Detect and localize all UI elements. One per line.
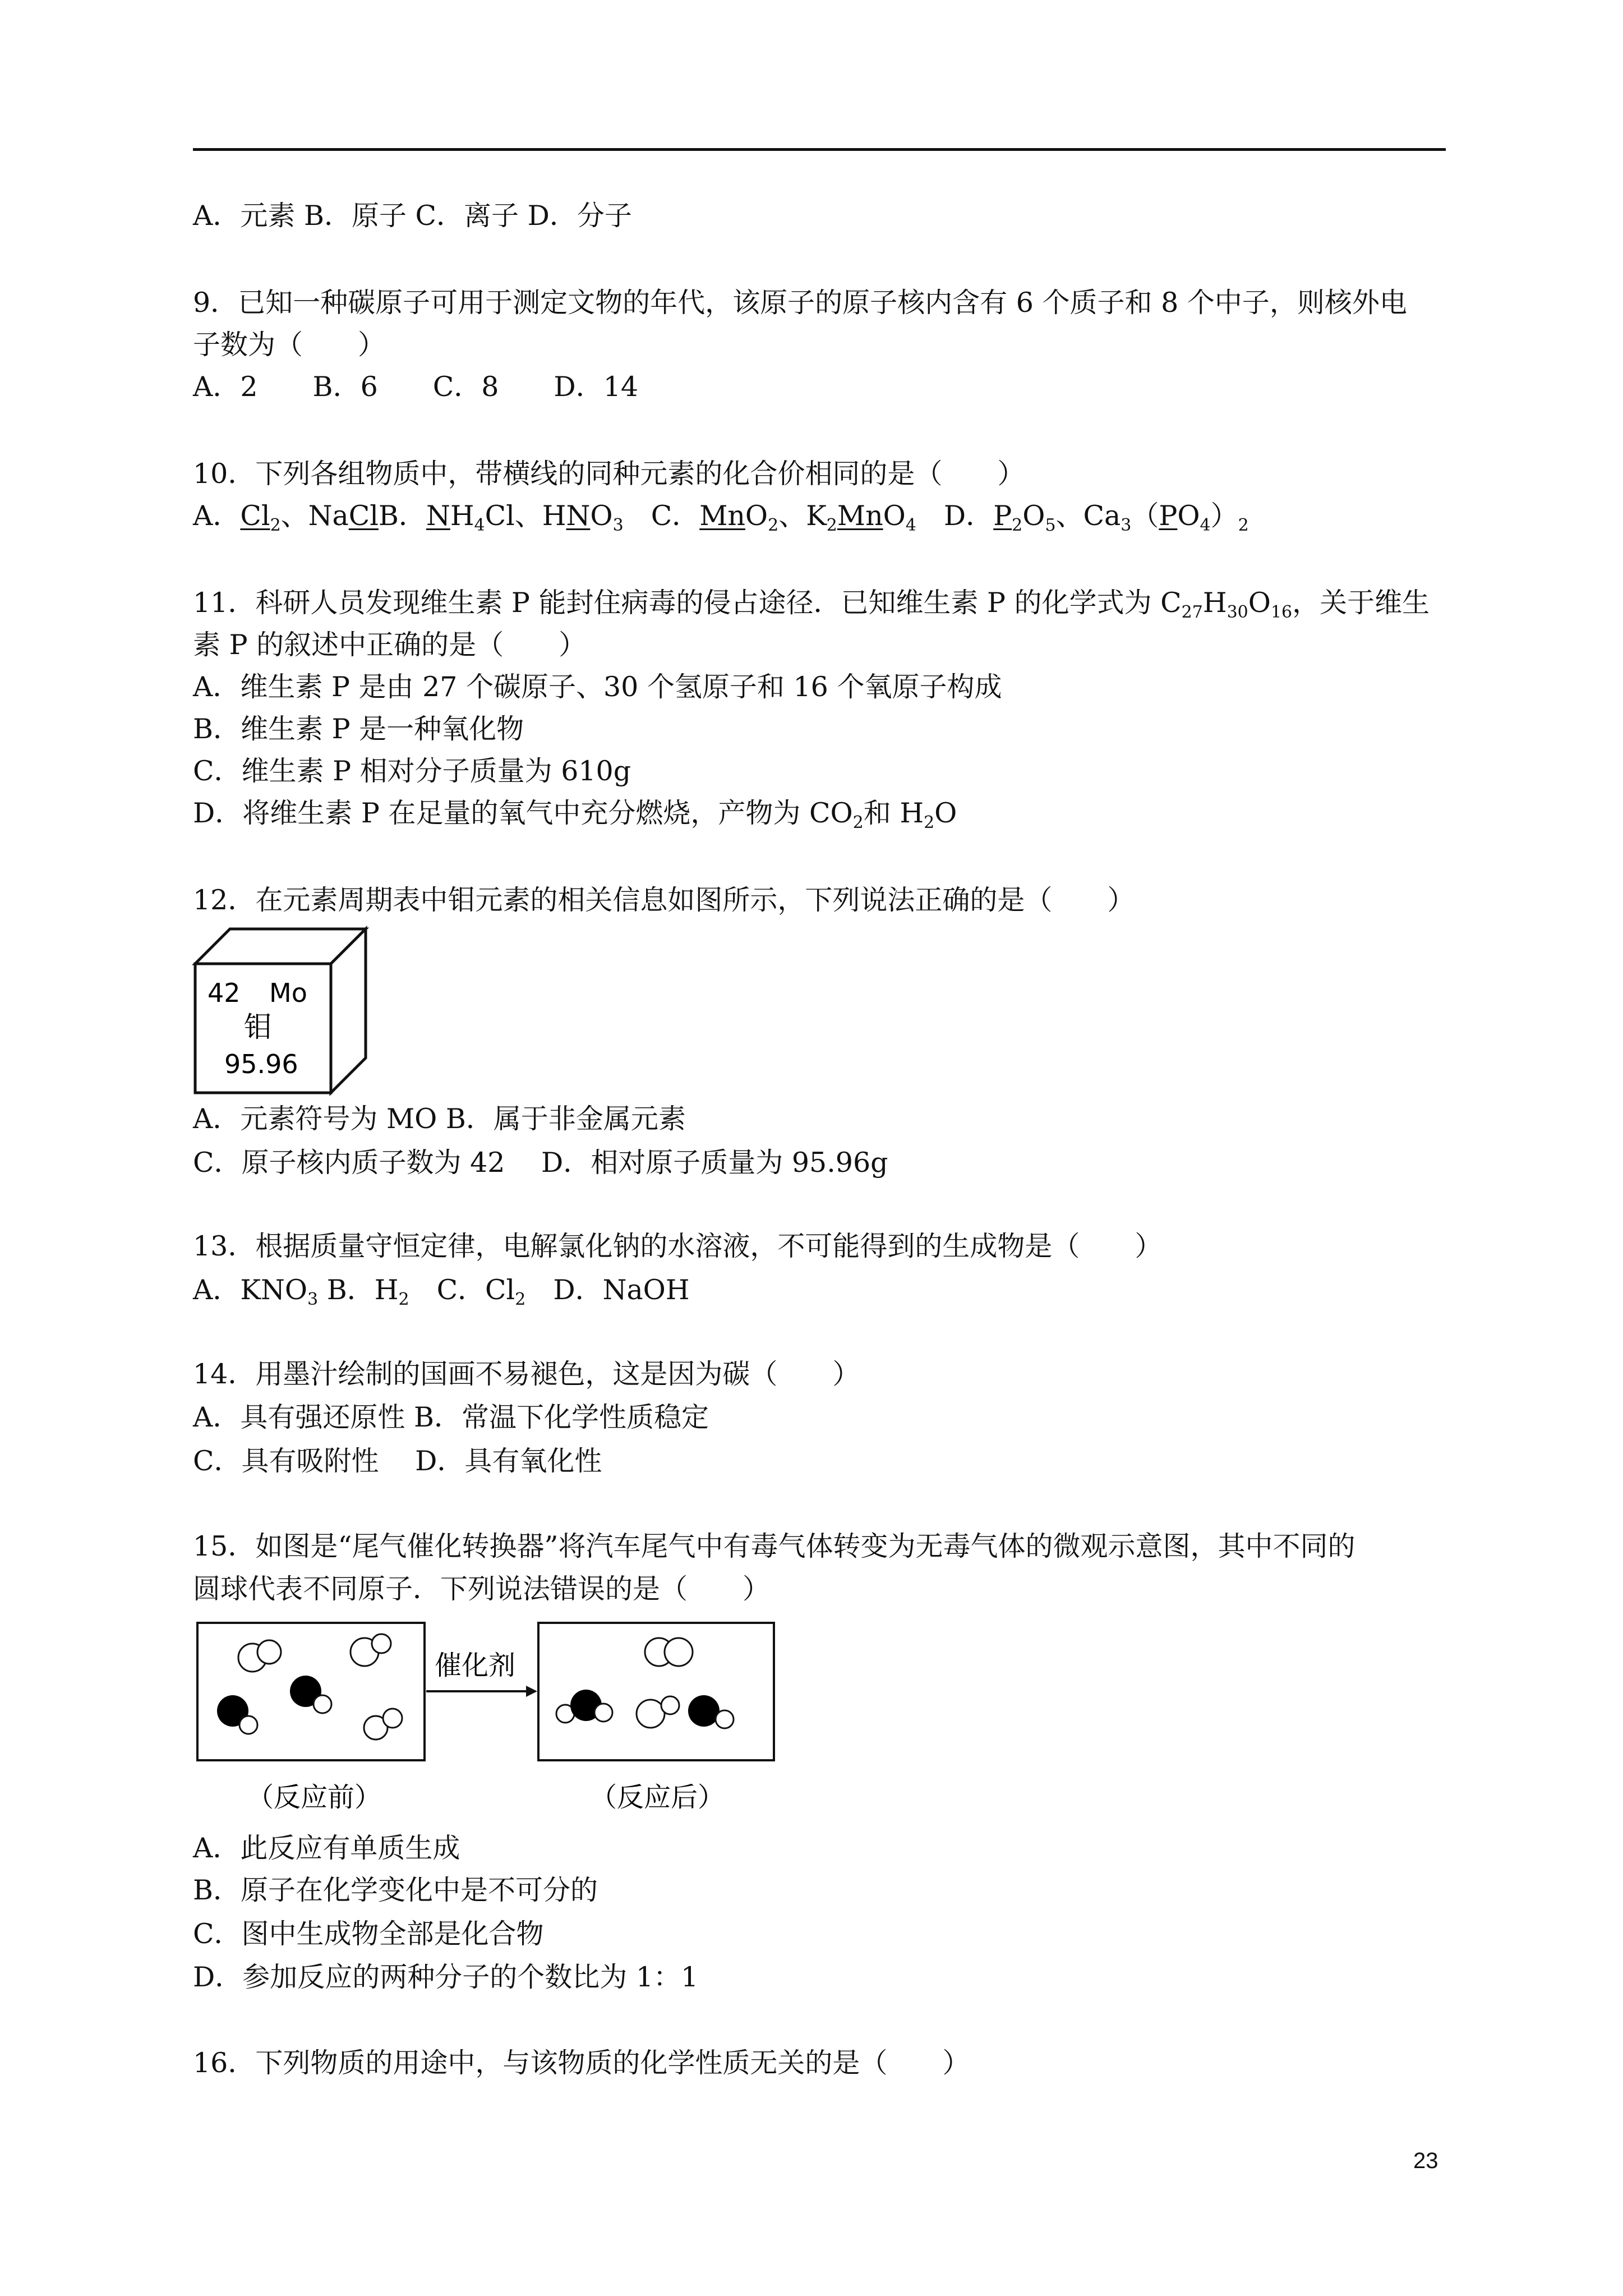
q10-d-underlined-p2: P	[1159, 500, 1178, 532]
molybdenum-element-tile	[191, 924, 376, 1098]
q10-b-underlined-n: N	[426, 500, 450, 532]
q11-stem-line2: 素 P 的叙述中正确的是（ ）	[193, 629, 587, 661]
q16-stem: 16．下列物质的用途中，与该物质的化学性质无关的是（ ）	[193, 2047, 970, 2079]
q10-options: A．$Cl_2$、NaClB．$NH_4Cl$、$HNO_3$ C．MnO$_2$、$K_2MnO_4$ D．$P_2O_5$、$Ca_3(PO_4)_2$	[193, 500, 1249, 535]
tile-atomic-mass: 95.96	[224, 1049, 298, 1079]
q12-options-row1: A．元素符号为 MO B．属于非金属元素	[193, 1103, 686, 1135]
q14-options-row1: A．具有强还原性 B．常温下化学性质稳定	[193, 1401, 709, 1433]
q10-b-underlined-n2: N	[566, 500, 591, 532]
q10-c-underlined-mn: Mn	[699, 500, 745, 532]
q15-stem-line1: 15．如图是“尾气催化转换器”将汽车尾气中有毒气体转变为无毒气体的微观示意图，其中不同的	[193, 1530, 1355, 1562]
catalyst-label: 催化剂	[435, 1650, 516, 1681]
tile-atomic-number: 42	[208, 978, 241, 1008]
q15-option-d: D．参加反应的两种分子的个数比为 1：1	[193, 1961, 699, 1993]
q13-stem: 13．根据质量守恒定律，电解氯化钠的水溶液，不可能得到的生成物是（ ）	[193, 1230, 1163, 1262]
q11-option-a: A．维生素 P 是由 27 个碳原子、30 个氢原子和 16 个氧原子构成	[193, 671, 1002, 703]
q11-stem-line1: 11．科研人员发现维生素 P 能封住病毒的侵占途径．已知维生素 P 的化学式为 $C_{27}H_{30}O_{16}$，关于维生	[193, 587, 1430, 622]
page-number: 23	[1413, 2148, 1438, 2173]
q14-stem: 14．用墨汁绘制的国画不易褪色，这是因为碳（ ）	[193, 1358, 860, 1390]
q11-option-b: B．维生素 P 是一种氧化物	[193, 713, 524, 745]
q15-option-a: A．此反应有单质生成	[193, 1832, 460, 1864]
q9-options: A．2 B．6 C．8 D．14	[193, 371, 639, 403]
tile-element-name: 钼	[244, 1011, 272, 1043]
q15-option-b: B．原子在化学变化中是不可分的	[193, 1874, 598, 1906]
catalytic-converter-diagram	[191, 1618, 785, 1832]
q10-a-underlined-cl2: Cl	[348, 500, 379, 532]
q15-stem-line2: 圆球代表不同原子．下列说法错误的是（ ）	[193, 1573, 771, 1605]
q10-stem: 10．下列各组物质中，带横线的同种元素的化合价相同的是（ ）	[193, 458, 1025, 490]
after-label: （反应后）	[590, 1782, 725, 1813]
q10-c-underlined-mn2: Mn	[837, 500, 883, 532]
q10-a-underlined-cl: Cl	[240, 500, 270, 532]
q14-options-row2: C．具有吸附性 D．具有氧化性	[193, 1445, 602, 1477]
tile-symbol: Mo	[269, 978, 307, 1008]
before-label: （反应前）	[247, 1782, 382, 1813]
q12-stem: 12．在元素周期表中钼元素的相关信息如图所示，下列说法正确的是（ ）	[193, 884, 1135, 916]
q12-options-row2: C．原子核内质子数为 42 D．相对原子质量为 95.96g	[193, 1147, 888, 1179]
q11-option-d: D．将维生素 P 在足量的氧气中充分燃烧，产物为 $CO_2$和 $H_2O$	[193, 797, 957, 832]
q9-stem-line1: 9．已知一种碳原子可用于测定文物的年代，该原子的原子核内含有 6 个质子和 8 个中子，则核外电	[193, 287, 1407, 319]
q15-option-c: C．图中生成物全部是化合物	[193, 1918, 544, 1950]
q10-d-underlined-p: P	[993, 500, 1012, 532]
header-rule	[193, 148, 1446, 151]
q8-options: A．元素 B．原子 C．离子 D．分子	[193, 200, 632, 232]
q11-option-c: C．维生素 P 相对分子质量为 610g	[193, 755, 631, 787]
q13-options: A．$KNO_3$ B．$H_2$ C．$Cl_2$ D．NaOH	[193, 1274, 690, 1309]
q9-stem-line2: 子数为（ ）	[193, 329, 386, 361]
